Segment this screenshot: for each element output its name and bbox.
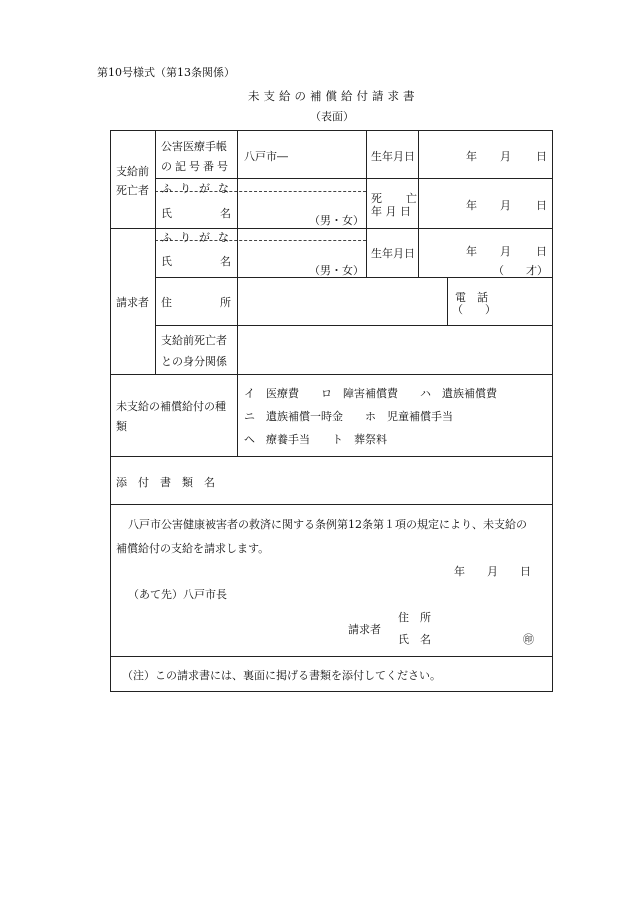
benefits-label-2: 類: [116, 420, 127, 433]
claimant-birth-year: 年: [466, 245, 477, 258]
death-label-1: 死: [371, 192, 382, 205]
form-number: 第10号様式（第13条関係）: [97, 66, 235, 79]
claimant-age[interactable]: （ 才）: [493, 264, 548, 277]
signer-name-label: 氏 名: [398, 633, 431, 646]
claimant-name-label-2: 名: [220, 255, 231, 268]
claimant-label: 請求者: [116, 296, 149, 309]
attachments-label: 添 付 書 類 名: [116, 476, 215, 489]
claimant-birth-month: 月: [500, 245, 511, 258]
deceased-birth-month: 月: [500, 150, 511, 163]
cert-value[interactable]: 八戸市―: [244, 150, 288, 163]
benefits-line-3[interactable]: ヘ 療養手当 ト 葬祭料: [244, 433, 387, 446]
benefits-line-2[interactable]: ニ 遺族補償一時金 ホ 児童補償手当: [244, 410, 453, 423]
declaration-text-2: 補償給付の支給を請求します。: [116, 542, 270, 555]
benefits-line-1[interactable]: イ 医療費 ロ 障害補償費 ハ 遺族補償費: [244, 387, 497, 400]
death-month: 月: [500, 199, 511, 212]
form-subtitle: （表面）: [310, 110, 354, 123]
signer-label: 請求者: [348, 623, 381, 636]
death-year: 年: [466, 199, 477, 212]
benefits-label-1: 未支給の補償給付の種: [116, 400, 226, 413]
address-label-1: 住: [161, 296, 172, 309]
cert-label-2: の記号番号: [161, 160, 231, 173]
phone-label: 電 話: [455, 291, 488, 304]
deceased-label-2: 死亡者: [116, 184, 149, 197]
deceased-name-label-2: 名: [220, 207, 231, 220]
deceased-label-1: 支給前: [116, 165, 149, 178]
deceased-birth-year: 年: [466, 150, 477, 163]
footnote: （注）この請求書には、裏面に掲げる書類を添付してください。: [122, 669, 441, 682]
address-label-2: 所: [220, 296, 231, 309]
claimant-name-label-1: 氏: [161, 255, 172, 268]
declaration-text-1: 八戸市公害健康被害者の救済に関する条例第12条第１項の規定により、未支給の: [128, 518, 527, 531]
seal-mark: ㊞: [523, 633, 534, 646]
form-title: 未支給の補償給付請求書: [248, 89, 419, 103]
deceased-gender[interactable]: （男・女）: [309, 214, 364, 227]
relation-label-1: 支給前死亡者: [161, 334, 227, 347]
cert-label-1: 公害医療手帳: [161, 140, 227, 153]
deceased-birth-day: 日: [536, 150, 547, 163]
declaration-date[interactable]: 年 月 日: [454, 565, 531, 578]
claimant-birth-day: 日: [536, 245, 547, 258]
death-label-3: 年 月 日: [371, 205, 411, 218]
claimant-birth-label: 生年月日: [371, 247, 415, 260]
claimant-furigana-label: ふりがな: [161, 231, 237, 244]
addressee: （あて先）八戸市長: [128, 588, 227, 601]
death-label-2: 亡: [406, 192, 417, 205]
signer-address-label: 住 所: [398, 611, 431, 624]
phone-paren[interactable]: （ ）: [452, 303, 496, 316]
deceased-furigana-label: ふりがな: [161, 182, 237, 195]
relation-label-2: との身分関係: [161, 355, 227, 368]
claimant-gender[interactable]: （男・女）: [309, 264, 364, 277]
death-day: 日: [536, 199, 547, 212]
deceased-birth-label: 生年月日: [371, 150, 415, 163]
deceased-name-label-1: 氏: [161, 207, 172, 220]
